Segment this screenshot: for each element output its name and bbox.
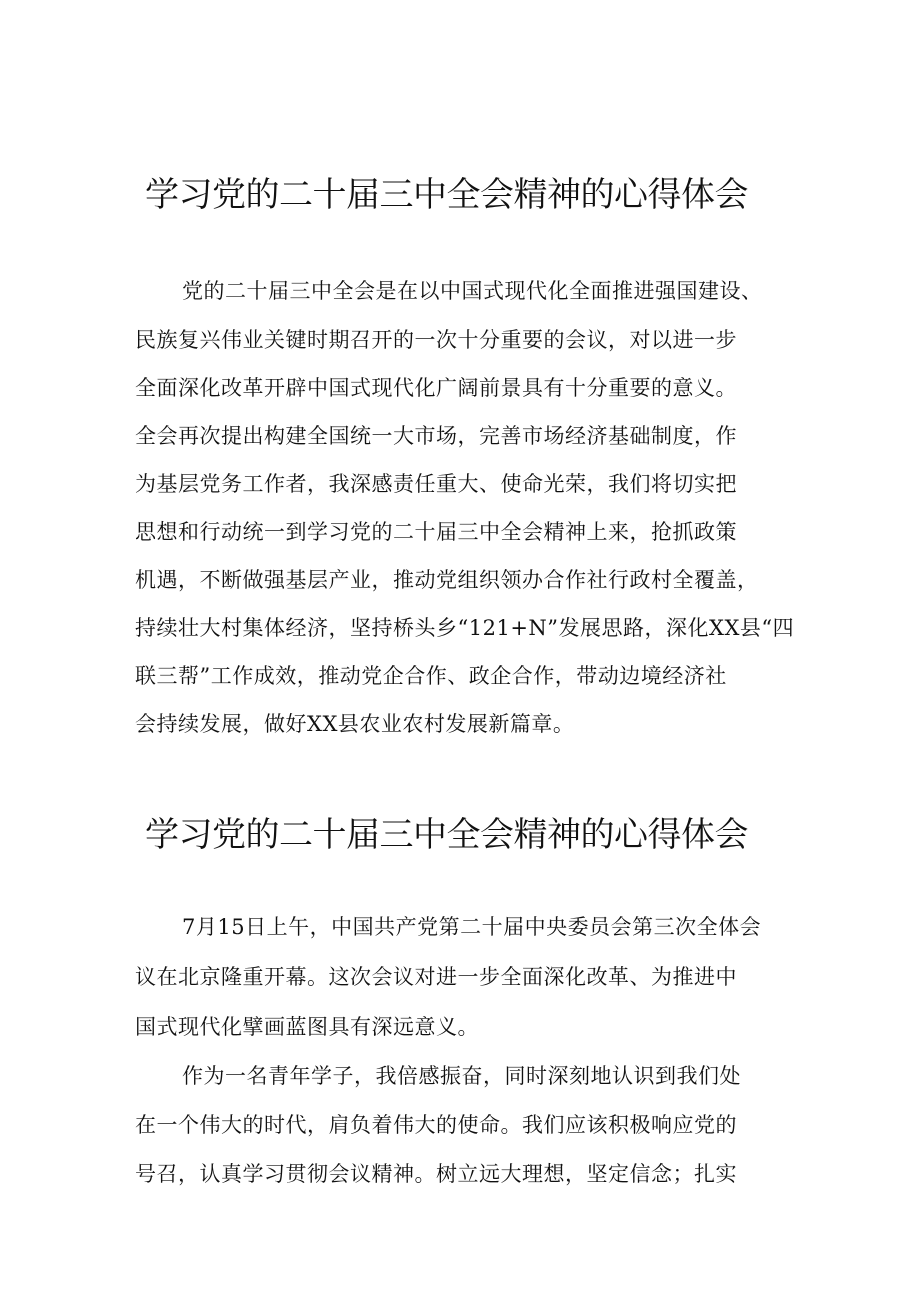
section-2-line: 号召，认真学习贯彻会议精神。树立远大理想，坚定信念；扎实 — [135, 1162, 737, 1186]
section-2-line: 7月15日上午，中国共产党第二十届中央委员会第三次全体会 — [182, 915, 762, 939]
section-1-line: 民族复兴伟业关键时期召开的一次十分重要的会议，对以进一步 — [135, 328, 737, 352]
section-1-line: 党的二十届三中全会是在以中国式现代化全面推进强国建设、 — [182, 279, 763, 303]
section-1-title: 学习党的二十届三中全会精神的心得体会 — [145, 175, 748, 215]
section-1-line: 为基层党务工作者，我深感责任重大、使命光荣，我们将切实把 — [135, 472, 737, 496]
section-1-line: 全会再次提出构建全国统一大市场，完善市场经济基础制度，作 — [135, 424, 737, 448]
section-1-line: 机遇，不断做强基层产业，推动党组织领办合作社行政村全覆盖， — [135, 568, 759, 592]
section-2-line: 在一个伟大的时代，肩负着伟大的使命。我们应该积极响应党的 — [135, 1113, 737, 1137]
section-1-line: 思想和行动统一到学习党的二十届三中全会精神上来，抢抓政策 — [135, 520, 737, 544]
section-1-line: 持续壮大村集体经济，坚持桥头乡“121+N”发展思路，深化XX县“四 — [135, 616, 795, 640]
section-1-line: 全面深化改革开辟中国式现代化广阔前景具有十分重要的意义。 — [135, 376, 737, 400]
section-2-line: 议在北京隆重开幕。这次会议对进一步全面深化改革、为推进中 — [135, 965, 737, 989]
section-1-line: 会持续发展，做好XX县农业农村发展新篇章。 — [135, 712, 575, 736]
section-2-title: 学习党的二十届三中全会精神的心得体会 — [145, 815, 748, 855]
section-2-line: 国式现代化擘画蓝图具有深远意义。 — [135, 1015, 479, 1039]
section-1-line: 联三帮”工作成效，推动党企合作、政企合作，带动边境经济社 — [135, 664, 727, 688]
section-2-line: 作为一名青年学子，我倍感振奋，同时深刻地认识到我们处 — [182, 1064, 741, 1088]
